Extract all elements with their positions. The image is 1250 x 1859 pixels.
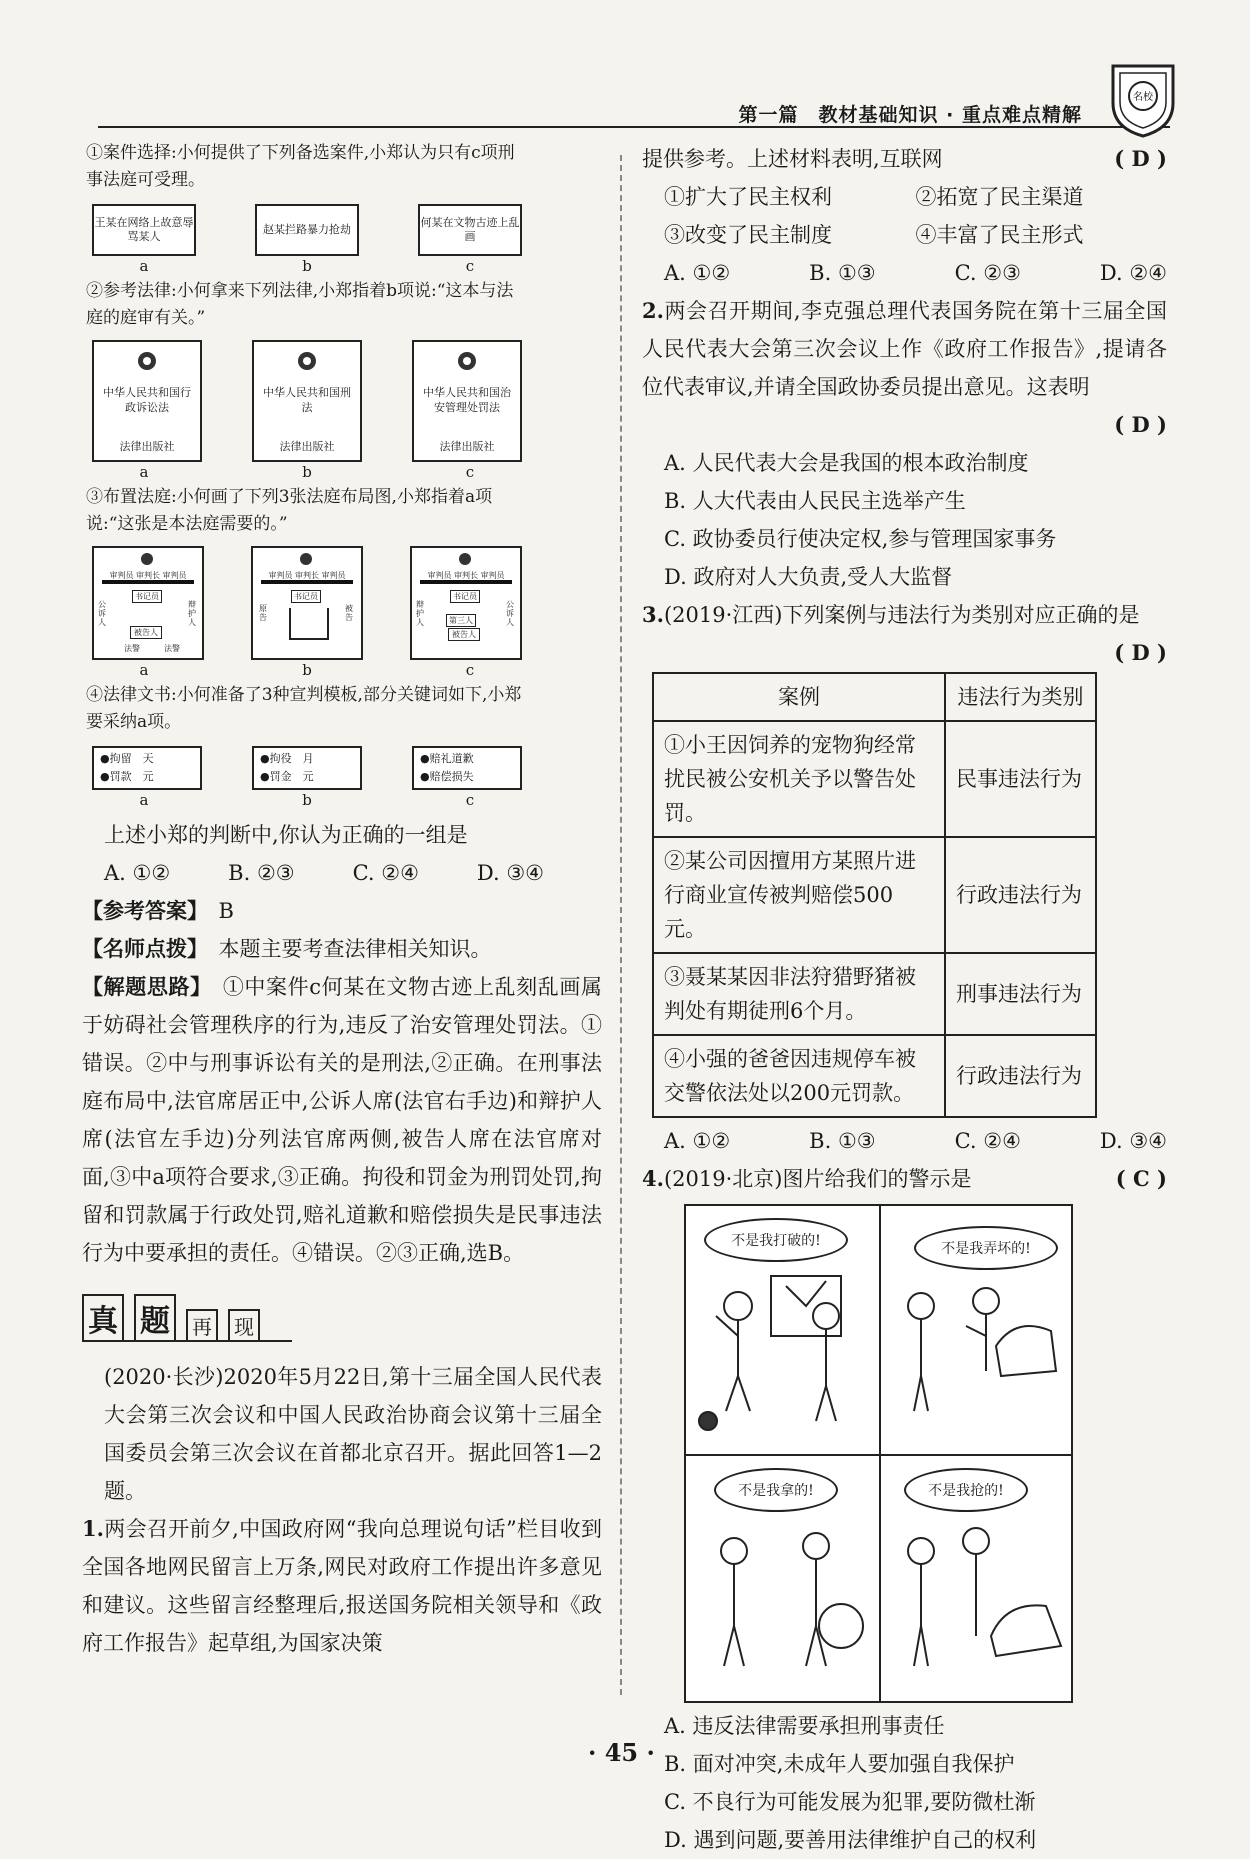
court-labels: [92, 660, 522, 680]
label-a: a: [139, 463, 149, 481]
emblem-icon: [136, 350, 158, 372]
law-books: [92, 340, 522, 462]
court-defendant: 被告人: [130, 626, 162, 639]
item3-title: ③布置法庭:小何画了下列3张法庭布局图,小郑指着a项说:“这张是本法庭需要的。”: [86, 487, 493, 534]
q3-number: 3.: [642, 602, 664, 627]
court-defendant: 被告人: [448, 628, 480, 641]
doc-box: [252, 746, 362, 790]
table-header: 违法行为类别: [945, 673, 1096, 721]
question-2: [642, 292, 1167, 406]
q2-answer: ( D ): [1114, 412, 1167, 437]
book-title: 中华人民共和国行政诉讼法: [103, 386, 191, 414]
statement: ①扩大了民主权利: [664, 185, 832, 209]
tip-label: 【名师点拨】: [82, 936, 198, 961]
section-char: 题: [134, 1294, 176, 1342]
option-d: D. 遇到问题,要善用法律维护自己的权利: [664, 1828, 1037, 1852]
speech-bubble: 不是我打破的!: [704, 1218, 848, 1262]
court-prosecutor: 公诉人: [98, 600, 106, 627]
warning-cartoon: [684, 1204, 1073, 1703]
table-row: [653, 1035, 1096, 1117]
q1-continuation: [642, 140, 1167, 178]
label-b: b: [302, 463, 312, 481]
question-3: [642, 596, 1167, 634]
doc-line: ●赔礼道歉: [420, 752, 474, 765]
court-judges: 审判员 审判长 审判员: [268, 571, 346, 580]
emblem-icon: [458, 552, 472, 566]
table-cell: 行政违法行为: [945, 837, 1096, 953]
option-c: C. 政协委员行使决定权,参与管理国家事务: [664, 527, 1057, 551]
q3-text: (2019·江西)下列案例与违法行为类别对应正确的是: [663, 603, 1140, 627]
statement: ②拓宽了民主渠道: [915, 185, 1084, 209]
q3-answer: ( D ): [1114, 640, 1167, 665]
column-divider: [620, 155, 622, 1695]
q2-number: 2.: [642, 298, 664, 323]
option-b: B. ①③: [809, 1129, 876, 1153]
table-row: [653, 953, 1096, 1035]
case-box: 何某在文物古迹上乱画: [418, 204, 522, 256]
label-b: b: [302, 661, 312, 679]
option-a: A. ①②: [664, 1129, 731, 1153]
doc-boxes: [92, 746, 522, 790]
option-a: A. ①②: [664, 261, 731, 285]
option-d: D. 政府对人大负责,受人大监督: [664, 565, 953, 589]
option-b: B. 面对冲突,未成年人要加强自我保护: [664, 1752, 1015, 1776]
right-column: [642, 140, 1167, 1859]
court-layout-b: [251, 546, 363, 660]
option-a: A. 违反法律需要承担刑事责任: [664, 1714, 945, 1738]
doc-line: ●拘役 月: [260, 752, 314, 765]
court-defender: 辩护人: [416, 600, 424, 627]
doc-box: [412, 746, 522, 790]
court-prosecutor: 公诉人: [506, 600, 514, 627]
doc-box: [92, 746, 202, 790]
q2-text: 两会召开期间,李克强总理代表国务院在第十三届全国人民代表大会第三次会议上作《政府工作报告》,提请各位代表审议,并请全国政协委员提出意见。这表明: [642, 299, 1167, 399]
violation-table: [652, 672, 1097, 1118]
question-4: [642, 1160, 1167, 1198]
case-labels: [92, 256, 522, 276]
court-clerk: 书记员: [450, 590, 480, 603]
court-layout-c: [410, 546, 522, 660]
q4-number: 4.: [642, 1166, 664, 1191]
court-respondent: 被告: [345, 604, 353, 622]
tip-line: [82, 930, 602, 968]
court-police: 法警: [164, 644, 180, 653]
q4-text: (2019·北京)图片给我们的警示是: [663, 1167, 972, 1191]
speech-bubble: 不是我弄坏的!: [914, 1226, 1058, 1270]
section-title: [82, 1294, 602, 1342]
label-a: a: [139, 661, 149, 679]
label-a: a: [139, 791, 149, 809]
q1-number: 1.: [82, 1516, 104, 1541]
doc-line: ●罚款 元: [100, 770, 154, 783]
section-char: 再: [186, 1309, 218, 1342]
label-c: c: [465, 463, 475, 481]
item4-title: ④法律文书:小何准备了3种宣判模板,部分关键词如下,小郑要采纳a项。: [86, 685, 522, 732]
analysis-block: [82, 968, 602, 1272]
q1-cont-text: 提供参考。上述材料表明,互联网: [642, 147, 943, 171]
header-title: 第一篇 教材基础知识 · 重点难点精解: [738, 104, 1082, 126]
table-cell: ②某公司因擅用方某照片进行商业宣传被判赔偿500元。: [653, 837, 945, 953]
statement: ④丰富了民主形式: [915, 223, 1084, 247]
page-number: · 45 ·: [588, 1738, 655, 1767]
q1-text: 两会召开前夕,中国政府网“我向总理说句话”栏目收到全国各地网民留言上万条,网民对政府工作提出许多意见和建议。这些留言经整理后,报送国务院相关领导和《政府工作报告》起草组,为国家决策: [82, 1517, 602, 1655]
book-title: 中华人民共和国刑法: [263, 386, 351, 414]
item2-title: ②参考法律:小何拿来下列法律,小郑指着b项说:“这本与法庭的庭审有关。”: [86, 281, 514, 328]
court-defender: 辩护人: [188, 600, 196, 627]
label-b: b: [302, 791, 312, 809]
option-c: C. ②③: [954, 261, 1021, 285]
case-box: 赵某拦路暴力抢劫: [255, 204, 359, 256]
analysis-label: 【解题思路】: [82, 974, 202, 999]
court-clerk: 书记员: [132, 590, 162, 603]
table-row: [653, 837, 1096, 953]
option-c: C. ②④: [352, 861, 419, 885]
book-publisher: 法律出版社: [119, 440, 175, 453]
book-publisher: 法律出版社: [279, 440, 335, 453]
court-police: 法警: [124, 644, 140, 653]
option-d: D. ③④: [476, 861, 544, 885]
emblem-icon: [456, 350, 478, 372]
court-plaintiff: 原告: [259, 604, 267, 622]
law-book: [412, 340, 522, 462]
q1-choices: [642, 254, 1167, 292]
answer-label: 【参考答案】: [82, 898, 198, 923]
table-cell: 刑事违法行为: [945, 953, 1096, 1035]
emblem-icon: [296, 350, 318, 372]
court-layout-a: [92, 546, 204, 660]
question-1: [82, 1510, 602, 1662]
court-third-party: 第三人: [446, 614, 476, 627]
table-header-row: [653, 673, 1096, 721]
section-char: 现: [228, 1309, 260, 1342]
table-cell: 行政违法行为: [945, 1035, 1096, 1117]
q4-answer: ( C ): [1115, 1166, 1167, 1191]
question-stem: 上述小郑的判断中,你认为正确的一组是: [104, 823, 468, 847]
book-labels: [92, 462, 522, 482]
option-d: D. ③④: [1099, 1129, 1167, 1153]
option-c: C. 不良行为可能发展为犯罪,要防微杜渐: [664, 1790, 1036, 1814]
q3-choices: [642, 1122, 1167, 1160]
label-c: c: [465, 791, 475, 809]
law-book: [252, 340, 362, 462]
label-a: a: [139, 257, 149, 275]
court-clerk: 书记员: [291, 590, 321, 603]
label-b: b: [302, 257, 312, 275]
court-layouts: [92, 546, 522, 660]
doc-line: ●赔偿损失: [420, 770, 474, 783]
speech-bubble: 不是我抢的!: [904, 1468, 1028, 1512]
option-a: A. 人民代表大会是我国的根本政治制度: [664, 451, 1029, 475]
court-judges: 审判员 审判长 审判员: [109, 571, 187, 580]
book-publisher: 法律出版社: [439, 440, 495, 453]
law-book: [92, 340, 202, 462]
statement: ③改变了民主制度: [664, 223, 832, 247]
case-box: 王某在网络上故意辱骂某人: [92, 204, 196, 256]
intro-text: (2020·长沙)2020年5月22日,第十三届全国人民代表大会第三次会议和中国人民政治协商会议第十三届全国委员会第三次会议在首都北京召开。据此回答1—2题。: [104, 1365, 602, 1503]
emblem-icon: [299, 552, 313, 566]
option-a: A. ①②: [104, 861, 171, 885]
doc-line: ●拘留 天: [100, 752, 154, 765]
section-char: 真: [82, 1294, 124, 1342]
label-c: c: [465, 257, 475, 275]
answer-value: B: [218, 899, 234, 923]
item1-title: ①案件选择:小何提供了下列备选案件,小郑认为只有c项刑事法庭可受理。: [86, 143, 515, 190]
option-d: D. ②④: [1099, 261, 1167, 285]
q1-statements: [642, 178, 1167, 254]
q4-options: [642, 1707, 1167, 1859]
book-title: 中华人民共和国治安管理处罚法: [423, 386, 511, 414]
cartoon-figures: [686, 1206, 1071, 1701]
table-row: [653, 721, 1096, 837]
emblem-icon: [140, 552, 154, 566]
option-b: B. ②③: [228, 861, 295, 885]
label-c: c: [465, 661, 475, 679]
header-rule: [98, 126, 1170, 128]
question-options: [82, 854, 544, 892]
option-b: B. 人大代表由人民民主选举产生: [664, 489, 966, 513]
analysis-text: ①中案件c何某在文物古迹上乱刻乱画属于妨碍社会管理秩序的行为,违反了治安管理处罚法。①错误。②中与刑事诉讼有关的是刑法,②正确。在刑事法庭布局中,法官席居正中,公诉人席(法官右手边)和辩护人席(法官左手边)分列法官席两侧,被告人席在法官席对面,③中a项符合要求,③正确。拘役和罚金为刑罚处罚,拘留和罚款属于行政处罚,赔礼道歉和赔偿损失是民事违法行为中要承担的责任。④错误。②③正确,选B。: [82, 975, 603, 1265]
doc-labels: [92, 790, 522, 810]
q1-answer: ( D ): [1114, 146, 1167, 171]
answer-line: [82, 892, 602, 930]
q2-options: [642, 444, 1167, 596]
doc-line: ●罚金 元: [260, 770, 314, 783]
svg-text:名校: 名校: [1133, 92, 1153, 103]
speech-bubble: 不是我拿的!: [714, 1468, 838, 1512]
option-c: C. ②④: [954, 1129, 1021, 1153]
table-cell: ③聂某某因非法狩猎野猪被判处有期徒刑6个月。: [653, 953, 945, 1035]
option-b: B. ①③: [809, 261, 876, 285]
case-boxes: [92, 204, 522, 256]
tip-text: 本题主要考查法律相关知识。: [218, 937, 492, 961]
left-column: [82, 140, 602, 1662]
school-logo: [1108, 58, 1178, 138]
table-cell: ④小强的爸爸因违规停车被交警依法处以200元罚款。: [653, 1035, 945, 1117]
table-header: 案例: [653, 673, 945, 721]
table-cell: 民事违法行为: [945, 721, 1096, 837]
page-header: [0, 0, 1250, 135]
table-cell: ①小王因饲养的宠物狗经常扰民被公安机关予以警告处罚。: [653, 721, 945, 837]
court-judges: 审判员 审判长 审判员: [427, 571, 505, 580]
